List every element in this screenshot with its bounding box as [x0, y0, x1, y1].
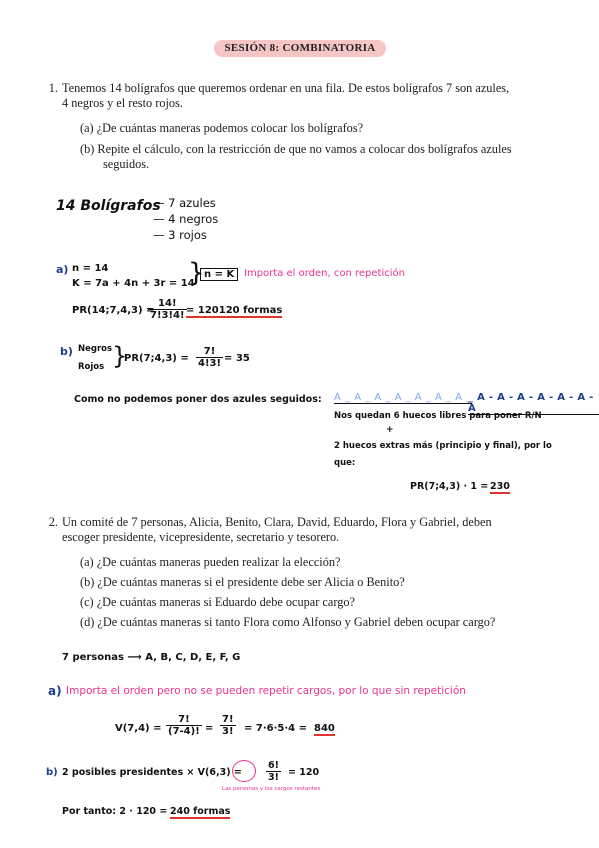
- hw-plus: +: [386, 425, 394, 435]
- problem-2-number: 2.: [48, 515, 58, 529]
- hw-v-num1: 7!: [166, 714, 202, 726]
- hw-pt-res: 240 formas: [170, 806, 231, 817]
- hw-v-lhs: V(7,4) =: [115, 723, 162, 734]
- problem-1a: (a) ¿De cuántas maneras podemos colocar los bolígrafos?: [80, 121, 364, 135]
- problem-1b-line2: seguidos.: [103, 157, 150, 171]
- problem-1-number: 1.: [48, 81, 58, 95]
- problem-1b-line1: (b) Repite el cálculo, con la restricción de que no vamos a colocar dos bolígrafos azules: [80, 142, 512, 156]
- hw-1b-label: b): [60, 345, 73, 358]
- hw-pr-frac: [148, 298, 187, 321]
- hw-importa-1: Importa el orden, con repetición: [244, 268, 405, 279]
- hw-rojos-word: Rojos: [78, 362, 105, 372]
- hw-v-expand: = 7·6·5·4 =: [244, 723, 307, 734]
- hw-pr2-num: 7!: [196, 346, 223, 358]
- hw-circle-mark: [232, 760, 256, 782]
- problem-2-text-line1: Un comité de 7 personas, Alicia, Benito, Clara, David, Eduardo, Flora y Gabriel, deben: [62, 515, 492, 529]
- hw-pr2-den: 4!3!: [198, 358, 222, 369]
- hw-k-eq: K = 7a + 4n + 3r = 14: [72, 278, 195, 289]
- hw-brace-2: }: [112, 342, 128, 370]
- hw-portanto: Por tanto: 2 · 120 =: [62, 806, 168, 817]
- hw-quedan: Nos quedan 6 huecos libres para poner R/N: [334, 411, 542, 421]
- hw-pattern-2: _ A - A - A - A - A - A - A: [468, 392, 599, 415]
- hw-final-res: 230: [490, 481, 510, 492]
- hw-2b-res: = 120: [288, 767, 320, 778]
- page-title: SESIÓN 8: COMBINATORIA: [214, 40, 386, 57]
- hw-n-eq: n = 14: [72, 263, 109, 274]
- hw-pr-result-wrap: [186, 305, 282, 316]
- hw-v-num2: 7!: [222, 714, 234, 725]
- problem-2d: (d) ¿De cuántas maneras si tanto Flora como Alfonso y Gabriel deben ocupar cargo?: [80, 615, 496, 629]
- problem-2b: (b) ¿De cuántas maneras si el presidente debe ser Alicia o Benito?: [80, 575, 405, 589]
- hw-v-res-wrap: [314, 723, 335, 734]
- hw-brace-1: }: [188, 258, 205, 288]
- hw-2b-note: Las personas y los cargos restantes: [222, 786, 321, 792]
- hw-v-den2: 3!: [222, 726, 234, 737]
- hw-1a-label: a): [56, 263, 69, 276]
- problem-1-text-line2: 4 negros y el resto rojos.: [62, 96, 183, 110]
- hw-que: que:: [334, 458, 356, 468]
- hw-v-frac2: [220, 714, 236, 737]
- hw-v-eq: =: [205, 723, 214, 734]
- hw-pattern-1: A _ A _ A _ A _ A _ A _ A _: [334, 392, 472, 403]
- hw-pr2-frac: [196, 346, 223, 369]
- hw-v-frac1: [166, 714, 202, 737]
- hw-final-res-wrap: [490, 481, 510, 492]
- hw-pr2-lhs: PR(7;4,3) =: [124, 353, 189, 364]
- hw-2b-num: 6!: [268, 760, 279, 771]
- hw-pr-result: = 120120 formas: [186, 305, 283, 316]
- hw-como: Como no podemos poner dos azules seguidos:: [74, 394, 322, 405]
- hw-huecos: 2 huecos extras más (principio y final), por lo: [334, 441, 552, 451]
- hw-2b-text: 2 posibles presidentes × V(6,3) =: [62, 767, 242, 778]
- problem-1-text-line1: Tenemos 14 bolígrafos que queremos ordenar en una fila. De estos bolígrafos 7 son azules,: [62, 81, 510, 95]
- hw-v-den1: (7-4)!: [168, 726, 200, 737]
- hw-negros: — 4 negros: [153, 212, 219, 226]
- hw-rojos: — 3 rojos: [153, 228, 207, 242]
- hw-2b-label: b): [46, 767, 58, 778]
- problem-2-text-line2: escoger presidente, vicepresidente, secretario y tesorero.: [62, 530, 340, 544]
- hw-v-res: 840: [314, 723, 335, 734]
- hw-2b-den: 3!: [268, 772, 279, 783]
- hw-boligrafos: 14 Bolígrafos: [56, 198, 161, 214]
- hw-2a-label: a): [48, 684, 62, 698]
- hw-pr-lhs: PR(14;7,4,3) =: [72, 305, 155, 316]
- hw-final-lhs: PR(7;4,3) · 1 =: [410, 481, 489, 492]
- problem-2a: (a) ¿De cuántas maneras pueden realizar la elección?: [80, 555, 341, 569]
- hw-pr-den: 7!3!4!: [150, 310, 185, 321]
- hw-pr2-res: = 35: [224, 353, 250, 364]
- hw-importa-2: Importa el orden pero no se pueden repetir cargos, por lo que sin repetición: [66, 685, 466, 697]
- problem-2c: (c) ¿De cuántas maneras si Eduardo debe ocupar cargo?: [80, 595, 355, 609]
- hw-pr-num: 14!: [148, 298, 187, 310]
- hw-pt-res-wrap: [170, 806, 230, 817]
- hw-negros-word: Negros: [78, 344, 113, 354]
- hw-personas: 7 personas ⟶ A, B, C, D, E, F, G: [62, 652, 241, 663]
- hw-2b-frac: [266, 760, 281, 783]
- hw-azules: — 7 azules: [153, 196, 216, 210]
- hw-nk-box: n = K: [200, 268, 238, 281]
